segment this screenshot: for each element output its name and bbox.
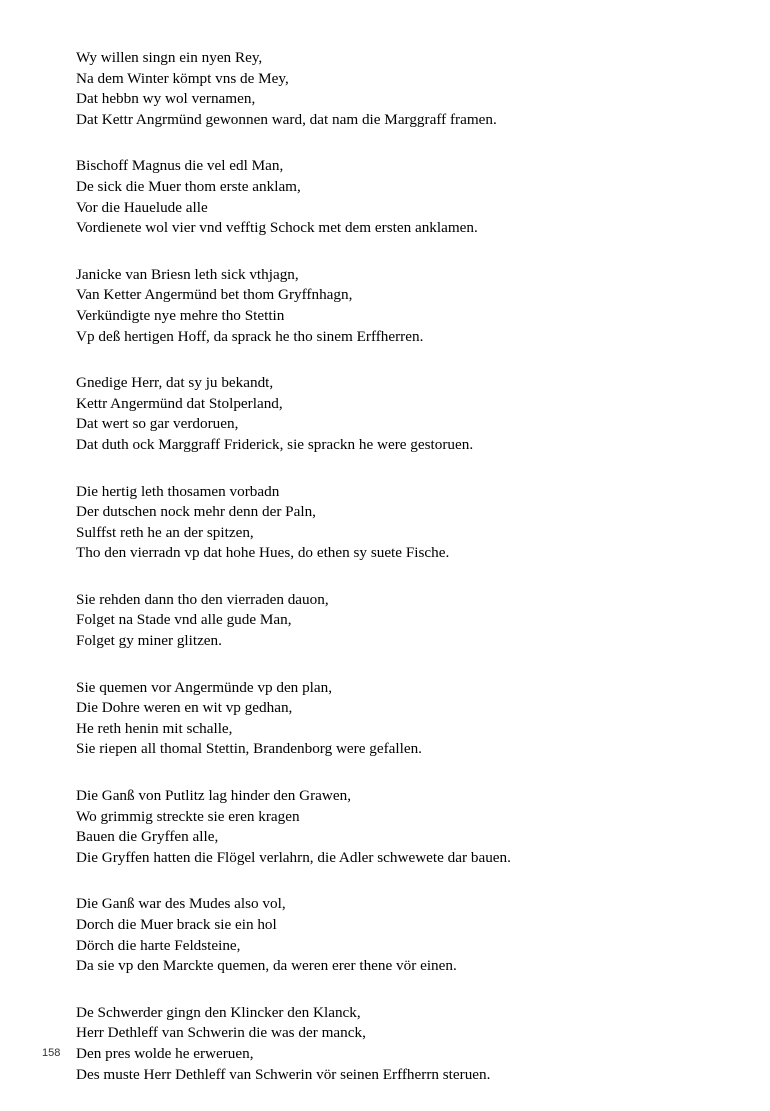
poem-line: Van Ketter Angermünd bet thom Gryffnhagn, — [76, 286, 353, 304]
poem-line: Verkündigte nye mehre tho Stettin — [76, 306, 285, 324]
poem-line: Folget na Stade vnd alle gude Man, — [76, 611, 292, 629]
poem-line: Bischoff Magnus die vel edl Man, — [76, 157, 284, 175]
poem-line: Dat Kettr Angrmünd gewonnen ward, dat nam die Marggraff framen. — [76, 110, 497, 128]
poem-line: Sie rehden dann tho den vierraden dauon, — [76, 590, 329, 608]
poem-line: De Schwerder gingn den Klincker den Klanck, — [76, 1003, 361, 1021]
poem-line: Wy willen singn ein nyen Rey, — [76, 49, 263, 66]
stanza — [76, 590, 696, 652]
poem-line: Vordienete wol vier vnd vefftig Schock met dem ersten anklamen. — [76, 219, 478, 237]
poem-line: Kettr Angermünd dat Stolperland, — [76, 394, 283, 412]
poem-body — [76, 48, 696, 1111]
poem-line: Dat wert so gar verdoruen, — [76, 415, 239, 433]
stanza — [76, 894, 696, 976]
poem-line: Den pres wolde he erweruen, — [76, 1044, 254, 1062]
poem-line: Des muste Herr Dethleff van Schwerin vör seinen Erffherrn steruen. — [76, 1065, 491, 1083]
stanza — [76, 265, 696, 347]
poem-line: Folget gy miner glitzen. — [76, 632, 222, 650]
poem-line: Die Dohre weren en wit vp gedhan, — [76, 699, 293, 717]
poem-line: Dorch die Muer brack sie ein hol — [76, 916, 277, 933]
poem-line: Sie quemen vor Angermünde vp den plan, — [76, 678, 333, 696]
poem-line: Vor die Hauelude alle — [76, 198, 208, 216]
poem-line: Vp deß hertigen Hoff, da sprack he tho sinem Erffherren. — [76, 327, 424, 345]
stanza — [76, 48, 696, 130]
poem-line: Der dutschen nock mehr denn der Paln, — [76, 503, 316, 521]
poem-line: Bauen die Gryffen alle, — [76, 828, 219, 846]
stanza — [76, 786, 696, 868]
poem-line: Dat hebbn wy wol vernamen, — [76, 90, 256, 108]
poem-line: Gnedige Herr, dat sy ju bekandt, — [76, 374, 274, 392]
poem-line: Sulffst reth he an der spitzen, — [76, 523, 254, 541]
poem-line: Da sie vp den Marckte quemen, da weren erer thene vör einen. — [76, 957, 457, 975]
stanza — [76, 1003, 696, 1085]
poem-line: Wo grimmig streckte sie eren kragen — [76, 807, 300, 825]
poem-line: Die Ganß war des Mudes also vol, — [76, 895, 286, 913]
poem-line: Tho den vierradn vp dat hohe Hues, do ethen sy suete Fische. — [76, 544, 450, 562]
poem-line: Dörch die harte Feldsteine, — [76, 936, 241, 954]
page-number: 158 — [42, 1047, 61, 1059]
poem-line: Janicke van Briesn leth sick vthjagn, — [76, 265, 299, 283]
poem-line: Die Gryffen hatten die Flögel verlahrn, die Adler schwewete dar bauen. — [76, 848, 511, 866]
poem-line: Die Ganß von Putlitz lag hinder den Grawen, — [76, 787, 351, 805]
stanza — [76, 156, 696, 238]
poem-line: He reth henin mit schalle, — [76, 719, 233, 737]
poem-line: Herr Dethleff van Schwerin die was der manck, — [76, 1024, 366, 1042]
poem-line: Die hertig leth thosamen vorbadn — [76, 482, 280, 500]
stanza — [76, 373, 696, 455]
poem-line: De sick die Muer thom erste anklam, — [76, 177, 301, 195]
stanza — [76, 678, 696, 760]
poem-line: Sie riepen all thomal Stettin, Brandenborg were gefallen. — [76, 740, 422, 758]
poem-line: Na dem Winter kömpt vns de Mey, — [76, 69, 289, 87]
poem-line: Dat duth ock Marggraff Friderick, sie sprackn he were gestoruen. — [76, 435, 474, 453]
stanza — [76, 482, 696, 564]
